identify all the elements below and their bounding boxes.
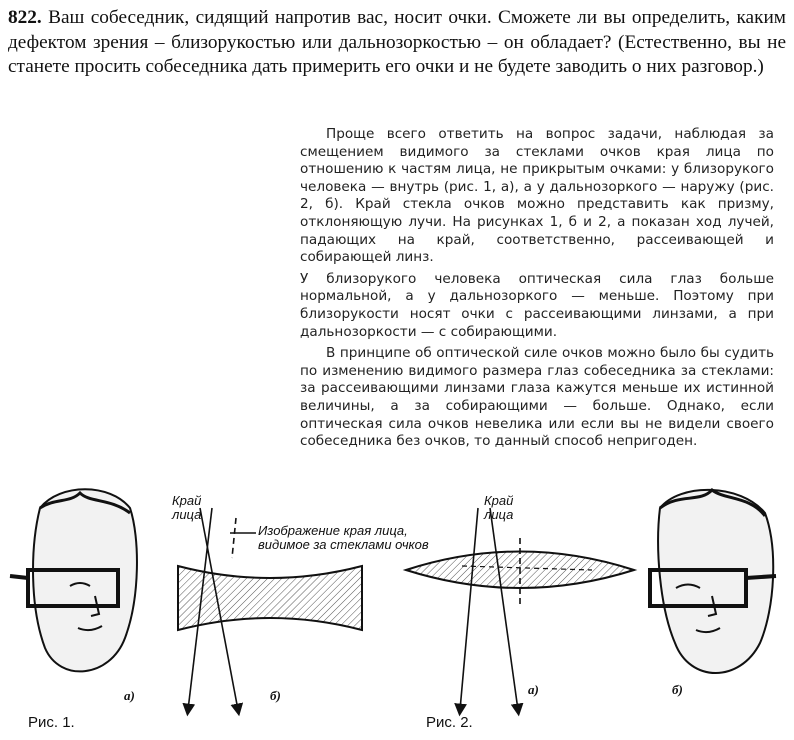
face-left-illustration [10,489,137,671]
figure-2-caption: Рис. 2. [426,714,473,731]
problem-text: Ваш собеседник, сидящий напротив вас, носит очки. Сможете ли вы определить, каким дефектом зрения – близорукостью или дальнозоркостью – он обладает? (Естественно, вы не станете просить собеседника дать примерить его очки и не будете заводить о них разговор.) [8,7,786,77]
answer-text [300,126,774,455]
subfigure-label-1b: б) [270,688,281,703]
subfigure-label-1a: а) [124,688,135,703]
face-right-illustration [650,490,776,673]
figure-1-caption: Рис. 1. [28,714,75,731]
figures-illustration [0,478,794,740]
answer-paragraph-1: Проще всего ответить на вопрос задачи, наблюдая за смещением видимого за стеклами очков края лица по отношению к частям лица, не прикрытым очками: у близорукого человека — внутрь (рис. 1, а), а у дальнозоркого — наружу (рис. 2, б). Край стекла очков можно представить как призму, отклоняющую лучи. На рисунках 1, б и 2, а показан ход лучей, падающих на край, соответственно, рассеивающей и собирающей линз. [300,126,774,266]
subfigure-label-2b: б) [672,682,683,697]
answer-paragraph-3: В принципе об оптической силе очков можно было бы судить по изменению видимого размера глаз собеседника за стеклами: за рассеивающими линзами глаза кажутся меньше их истинной величины, а за собирающими — больше. Однако, если оптическая сила очков невелика или если вы не видели своего собеседника без очков, то данный способ непригоден. [300,345,774,450]
subfigure-label-2a: а) [528,682,539,697]
answer-paragraph-2: У близорукого человека оптическая сила глаз больше нормальной, а у дальнозоркого — меньше. Поэтому при близорукости носят очки с рассеивающими линзами, а при дальнозоркости — с собирающими. [300,270,774,340]
edge-label-fig1: Край лица [172,493,202,522]
problem-statement [8,6,786,80]
image-edge-label: Изображение края лица, видимое за стеклами очков [258,523,429,552]
edge-label-fig2: Край лица [484,493,514,522]
problem-number: 822. [8,7,42,28]
